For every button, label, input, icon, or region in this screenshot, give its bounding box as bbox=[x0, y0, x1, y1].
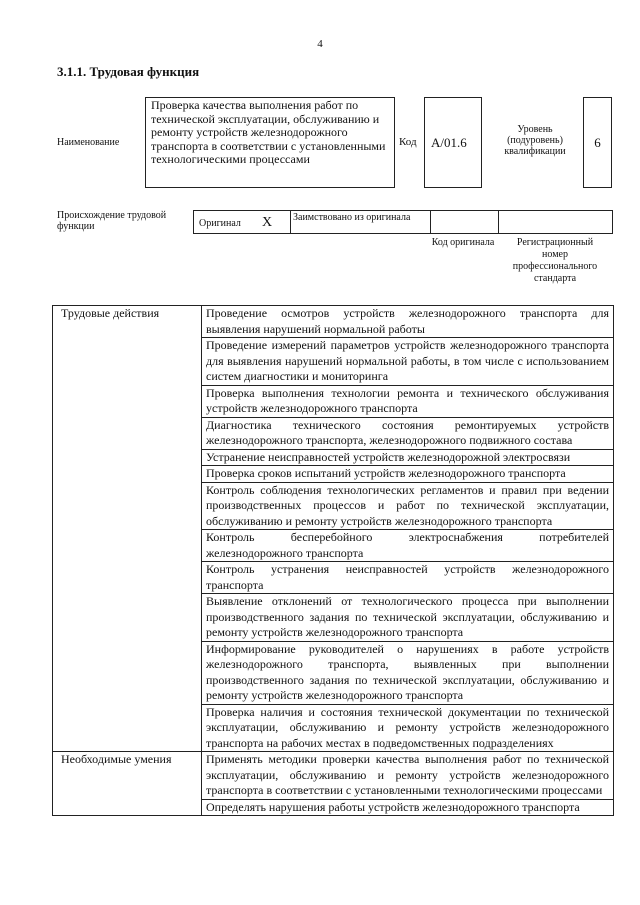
section-heading: 3.1.1. Трудовая функция bbox=[57, 64, 200, 79]
code-label: Код bbox=[399, 136, 417, 148]
row-group-label: Трудовые действия bbox=[53, 306, 202, 752]
row-text: Проведение осмотров устройств железнодорожного транспорта для выявления нарушений нормальной работы bbox=[202, 306, 614, 338]
row-text: Контроль устранения неисправностей устройств железнодорожного транспорта bbox=[202, 562, 614, 594]
row-text: Проверка наличия и состояния технической документации по технической эксплуатации, обслуживанию и ремонту устройств железнодорожного транспорта на рабочих местах в подведомственных подразделениях bbox=[202, 704, 614, 752]
original-code-cell bbox=[430, 211, 498, 233]
row-text: Определять нарушения работы устройств железнодорожного транспорта bbox=[202, 799, 614, 816]
function-name-box: Проверка качества выполнения работ по технической эксплуатации, обслуживанию и ремонту устройств железнодорожного транспорта в соответствии с установленными технологическими процессами bbox=[145, 97, 395, 188]
row-group-label: Необходимые умения bbox=[53, 752, 202, 816]
borrowed-cell bbox=[290, 211, 430, 233]
code-value-box bbox=[424, 97, 482, 188]
page-number: 4 bbox=[317, 38, 323, 50]
name-label: Наименование bbox=[57, 137, 120, 148]
row-text: Контроль бесперебойного электроснабжения потребителей железнодорожного транспорта bbox=[202, 530, 614, 562]
original-mark: X bbox=[262, 215, 273, 230]
row-text: Диагностика технического состояния ремонтируемых устройств железнодорожного транспорта, железнодорожного подвижного состава bbox=[202, 417, 614, 449]
code-value: A/01.6 bbox=[431, 135, 467, 150]
row-text: Контроль соблюдения технологических регламентов и правил при ведении производственных процессов и работ по технической эксплуатации, обслуживанию и ремонту устройств железнодорожного транспорта bbox=[202, 482, 614, 530]
table-row bbox=[53, 306, 614, 338]
code-caption: Код оригинала bbox=[431, 237, 495, 248]
origin-label: Происхождение трудовой функции bbox=[57, 210, 167, 232]
row-text: Применять методики проверки качества выполнения работ по технической эксплуатации, обслуживанию и ремонту устройств железнодорожного транспорта в соответствии с установленными технологическими процессами bbox=[202, 752, 614, 800]
row-text: Информирование руководителей о нарушениях в работе устройств железнодорожного транспорта, выявленных при выполнении производственного задания по технической эксплуатации, обслуживанию и ремонту устройств железнодорожного транспорта bbox=[202, 641, 614, 704]
row-text: Проверка выполнения технологии ремонта и технического обслуживания устройств железнодорожного транспорта bbox=[202, 385, 614, 417]
table-row bbox=[53, 752, 614, 800]
level-value: 6 bbox=[594, 135, 601, 150]
borrowed-label: Заимствовано из оригинала bbox=[293, 212, 411, 223]
row-text: Устранение неисправностей устройств железнодорожной электросвязи bbox=[202, 449, 614, 466]
origin-table bbox=[193, 210, 613, 234]
row-text: Проверка сроков испытаний устройств железнодорожного транспорта bbox=[202, 466, 614, 483]
reg-number-cell bbox=[498, 211, 614, 233]
level-value-box bbox=[583, 97, 612, 188]
level-label: Уровень (подуровень) квалификации bbox=[504, 124, 566, 157]
row-text: Проведение измерений параметров устройств железнодорожного транспорта для выявления нарушений нормальной работы, в том числе с использованием систем диагностики и мониторинга bbox=[202, 338, 614, 386]
row-text: Выявление отклонений от технологического процесса при выполнении производственного задания по технической эксплуатации, обслуживанию и ремонту устройств железнодорожного транспорта bbox=[202, 594, 614, 642]
reg-caption: Регистрационный номер профессионального стандарта bbox=[512, 237, 598, 284]
original-label: Оригинал bbox=[199, 218, 241, 229]
function-table bbox=[52, 305, 614, 816]
